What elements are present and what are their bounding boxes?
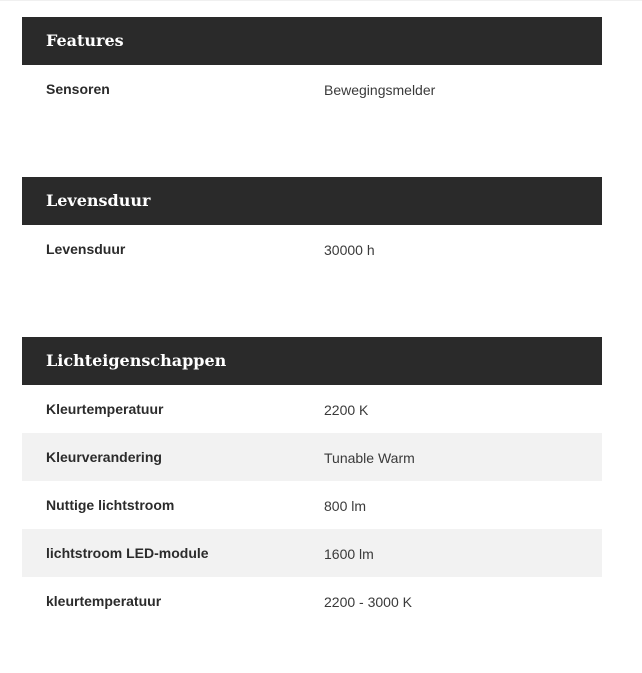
spec-row	[22, 225, 602, 273]
spec-value: 2200 K	[324, 402, 369, 418]
spec-label: Kleurtemperatuur	[46, 401, 164, 417]
spec-section-levensduur	[22, 177, 602, 273]
spec-label: Sensoren	[46, 81, 110, 97]
spec-label: Levensduur	[46, 241, 126, 257]
top-divider	[0, 0, 642, 1]
spec-value: Tunable Warm	[324, 450, 415, 466]
section-title: Levensduur	[22, 177, 602, 225]
spec-value: 1600 lm	[324, 546, 374, 562]
spec-row	[22, 433, 602, 481]
spec-section-features	[22, 17, 602, 113]
spec-label: Nuttige lichtstroom	[46, 497, 175, 513]
section-title: Features	[22, 17, 602, 65]
spec-label: Kleurverandering	[46, 449, 162, 465]
spec-row	[22, 65, 602, 113]
spec-row	[22, 577, 602, 625]
spec-row	[22, 529, 602, 577]
spec-value: Bewegingsmelder	[324, 82, 436, 98]
section-title: Lichteigenschappen	[22, 337, 602, 385]
spec-value: 30000 h	[324, 242, 375, 258]
spec-label: kleurtemperatuur	[46, 593, 162, 609]
spec-section-lichteigenschappen	[22, 337, 602, 625]
spec-label: lichtstroom LED-module	[46, 545, 209, 561]
spec-value: 2200 - 3000 K	[324, 594, 412, 610]
spec-value: 800 lm	[324, 498, 367, 514]
spec-row	[22, 385, 602, 433]
spec-row	[22, 481, 602, 529]
